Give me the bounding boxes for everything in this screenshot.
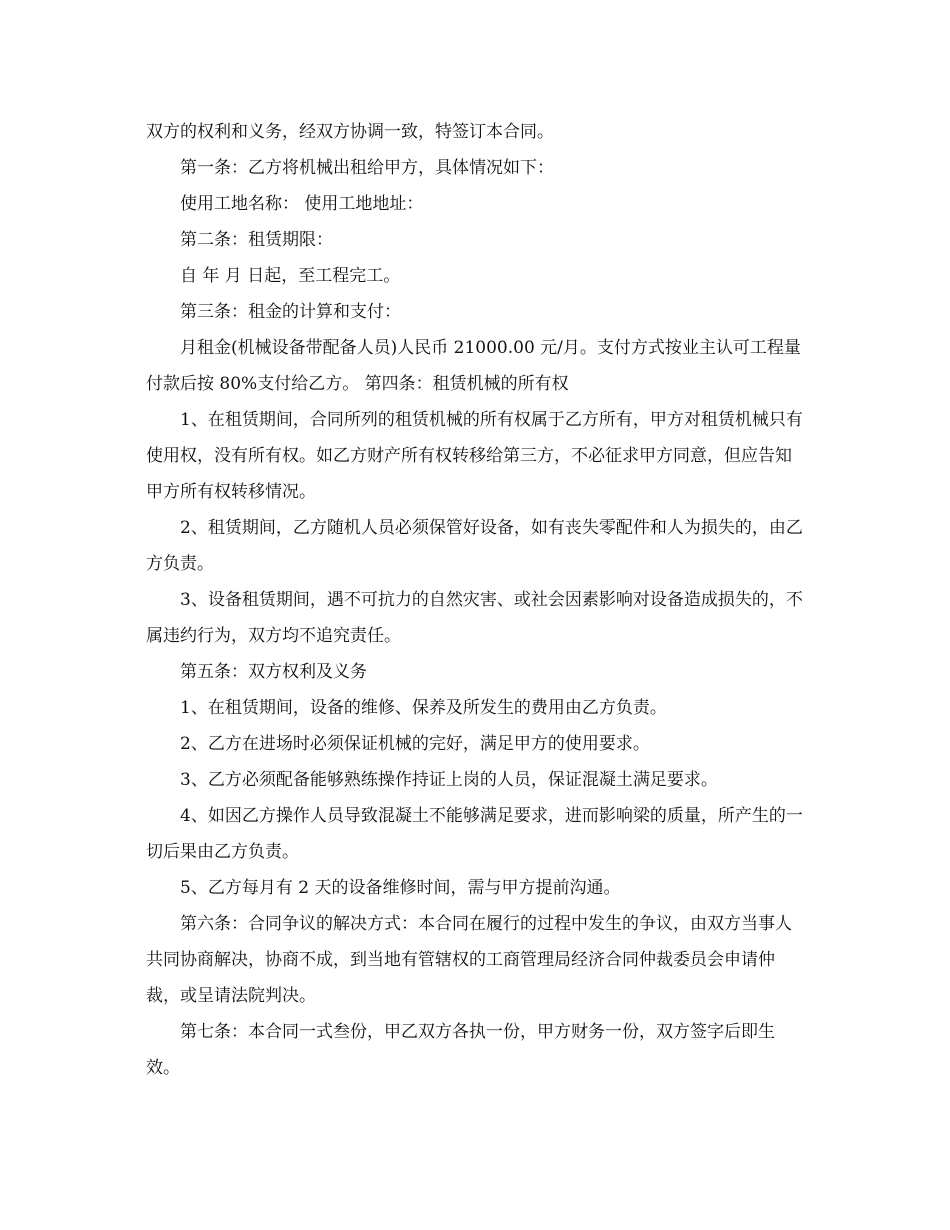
paragraph-ownership-3: 3、设备租赁期间，遇不可抗力的自然灾害、或社会因素影响对设备造成损失的，不属违约行为，双方均不追究责任。: [146, 590, 803, 646]
paragraph-monthly-rent: 月租金(机械设备带配备人员)人民币 21000.00 元/月。支付方式按业主认可工程量付款后按 80%支付给乙方。 第四条：租赁机械的所有权: [146, 338, 801, 394]
paragraph-article-1: 第一条：乙方将机械出租给甲方，具体情况如下：: [180, 158, 554, 178]
paragraph-article-7: 第七条：本合同一式叁份，甲乙双方各执一份，甲方财务一份，双方签字后即生效。: [146, 1022, 775, 1078]
paragraph-duty-3: 3、乙方必须配备能够熟练操作持证上岗的人员，保证混凝土满足要求。: [180, 770, 718, 790]
paragraph-lease-period: 自 年 月 日起，至工程完工。: [180, 266, 401, 286]
paragraph-ownership-1: 1、在租赁期间，合同所列的租赁机械的所有权属于乙方所有，甲方对租赁机械只有使用权，没有所有权。如乙方财产所有权转移给第三方，不必征求甲方同意，但应告知甲方所有权转移情况。: [146, 410, 803, 502]
paragraph-article-3: 第三条：租金的计算和支付：: [180, 302, 401, 322]
paragraph-duty-2: 2、乙方在进场时必须保证机械的完好，满足甲方的使用要求。: [180, 734, 650, 754]
paragraph-article-5: 第五条：双方权利及义务: [180, 662, 367, 682]
paragraph-ownership-2: 2、租赁期间，乙方随机人员必须保管好设备，如有丧失零配件和人为损失的，由乙方负责。: [146, 518, 803, 574]
contract-body: [146, 114, 806, 1086]
paragraph-article-2: 第二条：租赁期限：: [180, 230, 333, 250]
paragraph-intro: 双方的权利和义务，经双方协调一致，特签订本合同。: [146, 122, 554, 142]
paragraph-duty-1: 1、在租赁期间，设备的维修、保养及所发生的费用由乙方负责。: [180, 698, 667, 718]
paragraph-duty-4: 4、如因乙方操作人员导致混凝土不能够满足要求，进而影响梁的质量，所产生的一切后果由乙方负责。: [146, 806, 803, 862]
paragraph-article-6: 第六条：合同争议的解决方式：本合同在履行的过程中发生的争议，由双方当事人共同协商解决，协商不成，到当地有管辖权的工商管理局经济合同仲裁委员会申请仲裁，或呈请法院判决。: [146, 914, 792, 1006]
paragraph-duty-5: 5、乙方每月有 2 天的设备维修时间，需与甲方提前沟通。: [180, 878, 621, 898]
paragraph-site-info: 使用工地名称： 使用工地地址：: [180, 194, 424, 214]
